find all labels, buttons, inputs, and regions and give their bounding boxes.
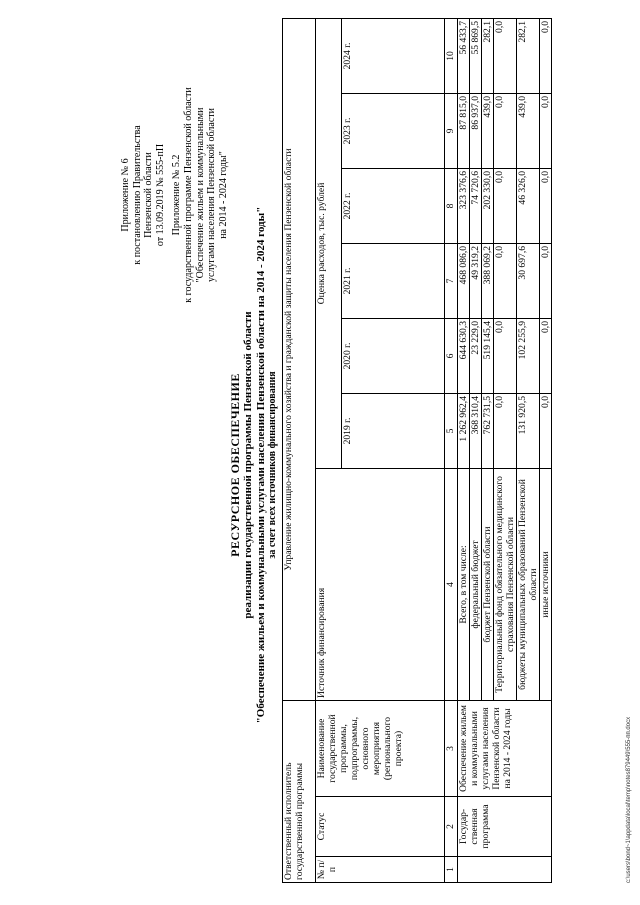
value-cell: 0,0 [540, 318, 552, 393]
value-cell: 0,0 [540, 168, 552, 243]
row-number-cell [458, 857, 552, 883]
value-cell: 56 433,7 [458, 18, 470, 93]
value-cell: 23 229,0 [470, 318, 482, 393]
value-cell: 0,0 [494, 18, 517, 93]
value-cell: 0,0 [540, 243, 552, 318]
value-cell: 131 920,5 [517, 393, 540, 468]
appendix-line: Пензенской области [143, 152, 155, 238]
col-header-status: Статус [316, 797, 445, 857]
column-number: 3 [445, 700, 458, 796]
column-number: 9 [445, 93, 458, 168]
file-path-footer: c:\users\bond~1\appdata\local\temp\notes879449\555-пп.docx [626, 716, 632, 883]
source-cell: иные источники [540, 468, 552, 700]
appendix-line: на 2014 - 2024 годы" [217, 151, 229, 239]
value-cell: 55 869,5 [470, 18, 482, 93]
value-cell: 0,0 [494, 318, 517, 393]
column-number: 1 [445, 857, 458, 883]
value-cell: 202 330,0 [482, 168, 494, 243]
heading-line: за счет всех источников финансирования [267, 371, 278, 559]
appendix-line: к государственной программе Пензенской области [182, 87, 194, 303]
value-cell: 86 937,0 [470, 93, 482, 168]
appendix-line: от 13.09.2019 № 555-пП [154, 143, 166, 247]
value-cell: 519 145,4 [482, 318, 494, 393]
year-header: 2024 г. [342, 18, 445, 93]
year-header: 2019 г. [342, 393, 445, 468]
value-cell: 30 697,6 [517, 243, 540, 318]
column-number: 6 [445, 318, 458, 393]
value-cell: 282,1 [482, 18, 494, 93]
col-header-name: Наименование государственной программы, подпрограммы, основного мероприятия (регионального проекта) [316, 700, 445, 796]
year-header: 2020 г. [342, 318, 445, 393]
source-cell: бюджет Пензенской области [482, 468, 494, 700]
col-header-source: Источник финансирования [316, 468, 445, 700]
appendix-line: "Обеспечение жильем и коммунальными [194, 107, 206, 283]
year-header: 2023 г. [342, 93, 445, 168]
source-cell: бюджеты муниципальных образований Пензенской области [517, 468, 540, 700]
column-number-row [445, 18, 458, 882]
program-name-cell: Обеспечение жильем и коммунальными услугами населения Пензенской области на 2014 - 2024 годы [458, 700, 552, 796]
appendix-line: Приложение № 6 [120, 158, 131, 232]
year-header: 2022 г. [342, 168, 445, 243]
value-cell: 388 069,2 [482, 243, 494, 318]
value-cell: 0,0 [494, 168, 517, 243]
appendix-line: к постановлению Правительства [131, 125, 143, 265]
value-cell: 0,0 [494, 243, 517, 318]
column-number: 4 [445, 468, 458, 700]
value-cell: 439,0 [482, 93, 494, 168]
value-cell: 0,0 [540, 93, 552, 168]
year-header: 2021 г. [342, 243, 445, 318]
value-cell: 49 319,2 [470, 243, 482, 318]
status-cell: Государ-ственная программа [458, 797, 552, 857]
value-cell: 102 255,9 [517, 318, 540, 393]
column-number: 5 [445, 393, 458, 468]
value-cell: 282,1 [517, 18, 540, 93]
heading-title: РЕСУРСНОЕ ОБЕСПЕЧЕНИЕ [228, 373, 242, 557]
value-cell: 644 630,3 [458, 318, 470, 393]
source-cell: Всего, в том числе: [458, 468, 470, 700]
value-cell: 0,0 [540, 18, 552, 93]
value-cell: 439,0 [517, 93, 540, 168]
column-number: 7 [445, 243, 458, 318]
source-cell: Территориальный фонд обязательного медицинского страхования Пензенской области [494, 468, 517, 700]
value-cell: 323 376,6 [458, 168, 470, 243]
value-cell: 74 720,6 [470, 168, 482, 243]
value-cell: 46 326,0 [517, 168, 540, 243]
document-heading [228, 135, 279, 795]
column-number: 2 [445, 797, 458, 857]
source-cell: федеральный бюджет [470, 468, 482, 700]
resource-table [282, 18, 552, 883]
value-cell: 0,0 [494, 393, 517, 468]
value-cell: 762 731,5 [482, 393, 494, 468]
appendix-line: услугами населения Пензенской области [206, 108, 218, 282]
column-number: 8 [445, 168, 458, 243]
column-number: 10 [445, 18, 458, 93]
heading-line: "Обеспечение жильем и коммунальными услугами населения Пензенской области на 2014 - 2024 годы" [254, 206, 267, 724]
value-cell: 87 815,0 [458, 93, 470, 168]
col-header-num: № п/п [316, 857, 445, 883]
appendix-line: Приложение № 5.2 [171, 154, 183, 236]
executor-value: Управление жилищно-коммунального хозяйства и гражданской защиты населения Пензенской области [283, 18, 316, 700]
appendix-block [120, 45, 229, 345]
executor-label: Ответственный исполнитель государственной программы [283, 700, 316, 882]
value-cell: 0,0 [540, 393, 552, 468]
table-row [458, 18, 470, 882]
value-cell: 1 262 962,4 [458, 393, 470, 468]
heading-line: реализации государственной программы Пензенской области [242, 311, 254, 619]
value-cell: 368 310,4 [470, 393, 482, 468]
col-header-estimate: Оценка расходов, тыс. рублей [316, 18, 342, 468]
value-cell: 468 086,0 [458, 243, 470, 318]
value-cell: 0,0 [494, 93, 517, 168]
